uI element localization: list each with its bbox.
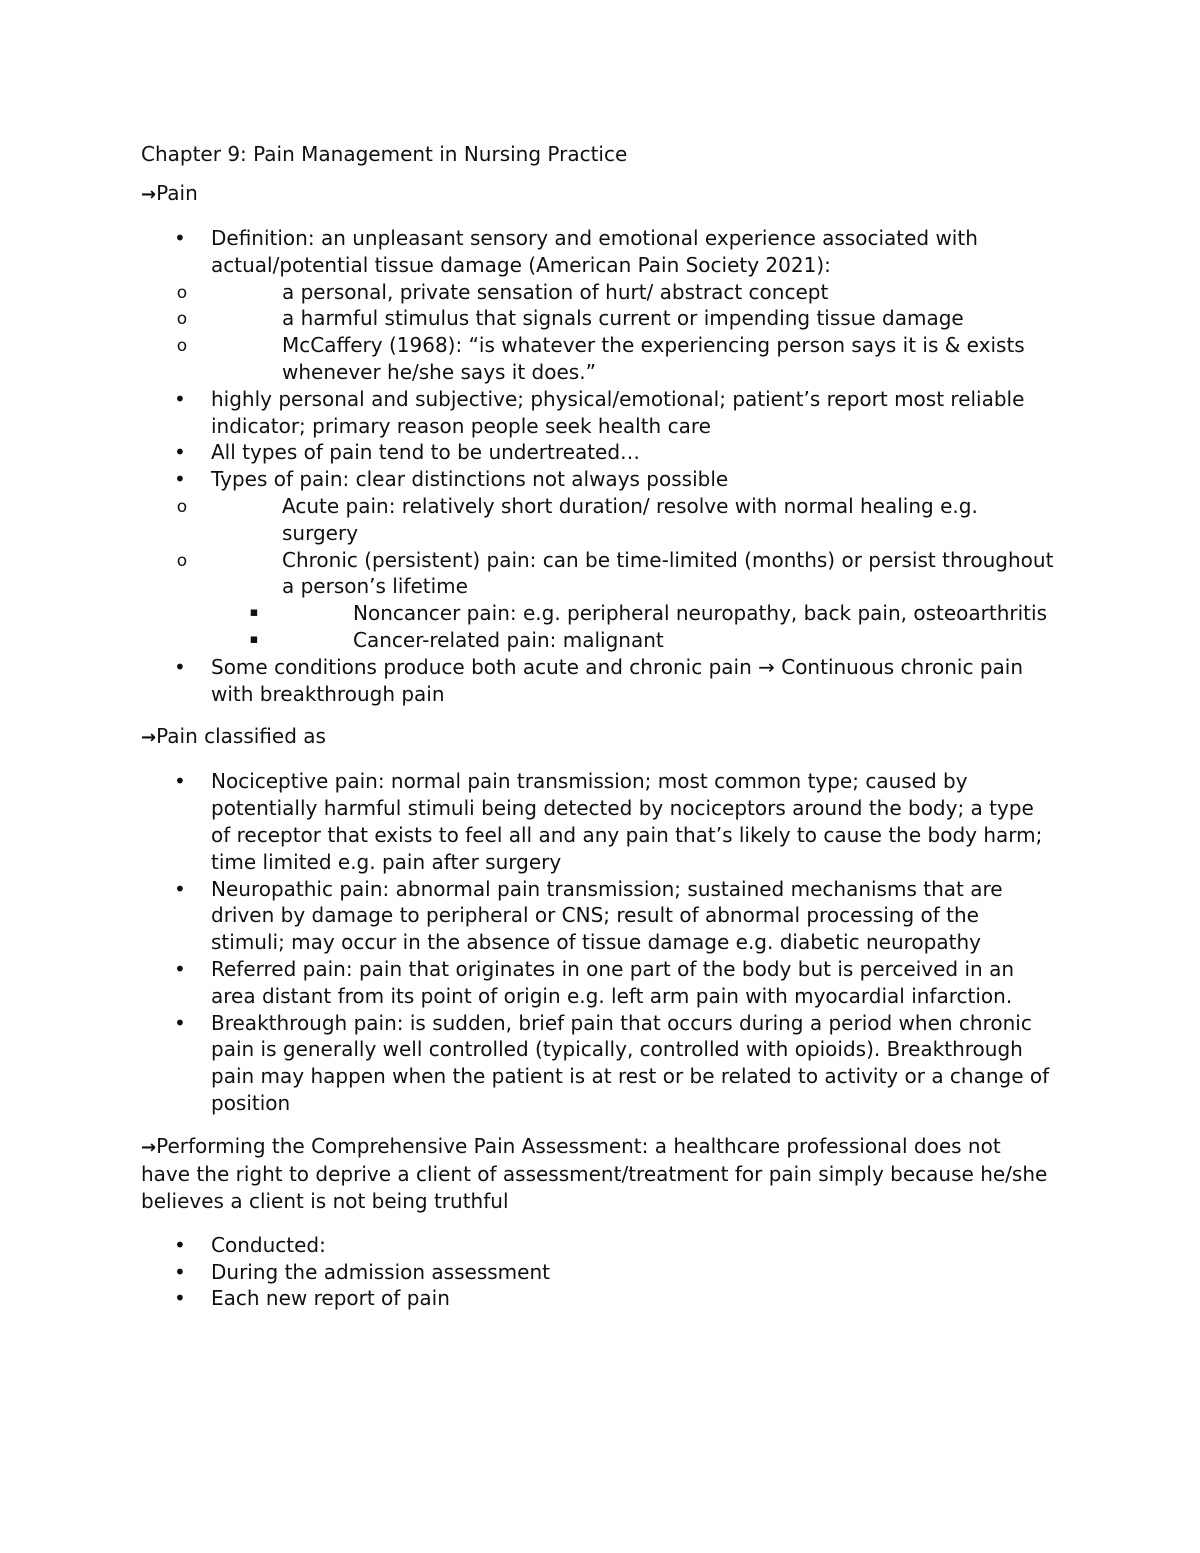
assessment-list xyxy=(141,1232,1056,1312)
bullet-icon: • xyxy=(174,1259,186,1284)
list-item xyxy=(141,876,1056,956)
section-heading-text: Pain classified as xyxy=(156,724,326,749)
list-item xyxy=(176,547,1056,654)
list-item-text: Some conditions produce both acute and chronic pain → Continuous chronic pain with breakthrough pain xyxy=(211,654,1024,706)
section-heading-assessment xyxy=(141,1133,1056,1215)
definition-sublist xyxy=(176,279,1056,386)
list-item xyxy=(141,1010,1056,1117)
list-item-text: Acute pain: relatively short duration/ resolve with normal healing e.g. surgery xyxy=(282,493,978,545)
section-heading-pain xyxy=(141,180,1056,208)
bullet-icon: • xyxy=(174,386,186,411)
list-item xyxy=(141,768,1056,875)
list-item-text: Conducted: xyxy=(211,1232,326,1257)
list-item-text: Neuropathic pain: abnormal pain transmission; sustained mechanisms that are driven by damage to peripheral or CNS; result of abnormal processing of the stimuli; may occur in the absence of tissue damage e.g. diabetic neuropathy xyxy=(211,876,1003,955)
list-item-text: Definition: an unpleasant sensory and emotional experience associated with actual/potential tissue damage (American Pain Society 2021): xyxy=(211,226,978,277)
arrow-icon: → xyxy=(141,184,157,205)
bullet-icon: • xyxy=(174,654,186,679)
circle-bullet-icon: o xyxy=(176,336,188,357)
list-item xyxy=(176,493,1056,547)
square-bullet-icon: ▪ xyxy=(249,605,259,621)
bullet-icon: • xyxy=(174,1286,186,1311)
section-heading-text: Performing the Comprehensive Pain Assessment: a healthcare professional does not have the right to deprive a client of assessment/treatment for pain simply because he/she believes a client is not being truthful xyxy=(141,1133,1048,1213)
arrow-icon: → xyxy=(141,1136,157,1158)
bullet-icon: • xyxy=(174,1232,186,1257)
types-sublist xyxy=(176,493,1056,654)
list-item-text: McCaffery (1968): “is whatever the experiencing person says it is & exists whenever he/she says it does.” xyxy=(282,333,1025,384)
circle-bullet-icon: o xyxy=(176,550,188,571)
list-item xyxy=(141,439,1056,466)
list-item-text: Each new report of pain xyxy=(211,1286,450,1311)
list-item-text: All types of pain tend to be undertreated… xyxy=(211,440,641,465)
bullet-icon: • xyxy=(174,1010,186,1035)
bullet-icon: • xyxy=(174,956,186,981)
bullet-icon: • xyxy=(174,440,186,465)
circle-bullet-icon: o xyxy=(176,282,188,303)
list-item-text: Cancer-related pain: malignant xyxy=(353,627,664,652)
list-item xyxy=(249,600,1056,627)
list-item xyxy=(141,386,1056,440)
list-item-text: Referred pain: pain that originates in one part of the body but is perceived in an area distant from its point of origin e.g. left arm pain with myocardial infarction. xyxy=(211,956,1015,1008)
list-item-text: Types of pain: clear distinctions not always possible xyxy=(211,467,729,492)
document-page xyxy=(141,138,1056,1312)
list-item-text: a personal, private sensation of hurt/ abstract concept xyxy=(282,279,829,304)
bullet-icon: • xyxy=(174,769,186,794)
classified-list xyxy=(141,768,1056,1116)
list-item xyxy=(176,305,1056,332)
list-item xyxy=(141,654,1056,708)
bullet-icon: • xyxy=(174,467,186,492)
list-item-text: During the admission assessment xyxy=(211,1259,550,1284)
list-item xyxy=(141,1232,1056,1259)
list-item-text: highly personal and subjective; physical/emotional; patient’s report most reliable indicator; primary reason people seek health care xyxy=(211,386,1025,438)
list-item-text: Chronic (persistent) pain: can be time-limited (months) or persist throughout a person’s lifetime xyxy=(282,547,1054,599)
list-item xyxy=(141,225,1056,386)
bullet-icon: • xyxy=(174,226,186,250)
arrow-icon: → xyxy=(141,727,157,749)
list-item xyxy=(141,466,1056,654)
list-item-text: Noncancer pain: e.g. peripheral neuropathy, back pain, osteoarthritis xyxy=(353,601,1047,626)
bullet-icon: • xyxy=(174,876,186,901)
list-item xyxy=(249,627,1056,654)
list-item-text: Breakthrough pain: is sudden, brief pain that occurs during a period when chronic pain is generally well controlled (typically, controlled with opioids). Breakthrough pain may happen when the patient is at rest or be related to activity or a change of position xyxy=(211,1010,1050,1115)
list-item xyxy=(141,1285,1056,1312)
circle-bullet-icon: o xyxy=(176,496,188,517)
square-bullet-icon: ▪ xyxy=(249,631,259,647)
list-item xyxy=(141,956,1056,1010)
list-item xyxy=(141,1259,1056,1286)
circle-bullet-icon: o xyxy=(176,309,188,330)
document-title: Chapter 9: Pain Management in Nursing Practice xyxy=(141,142,628,166)
list-item xyxy=(176,332,1056,386)
list-item-text: Nociceptive pain: normal pain transmission; most common type; caused by potentially harmful stimuli being detected by nociceptors around the body; a type of receptor that exists to feel all and any pain that’s likely to cause the body harm; time limited e.g. pain after surgery xyxy=(211,769,1043,874)
section-heading-text: Pain xyxy=(156,181,198,205)
list-item-text: a harmful stimulus that signals current or impending tissue damage xyxy=(282,306,964,331)
chronic-sublist xyxy=(249,600,1056,654)
section-heading-classified xyxy=(141,723,1056,751)
list-item xyxy=(176,279,1056,306)
pain-list xyxy=(141,225,1056,707)
